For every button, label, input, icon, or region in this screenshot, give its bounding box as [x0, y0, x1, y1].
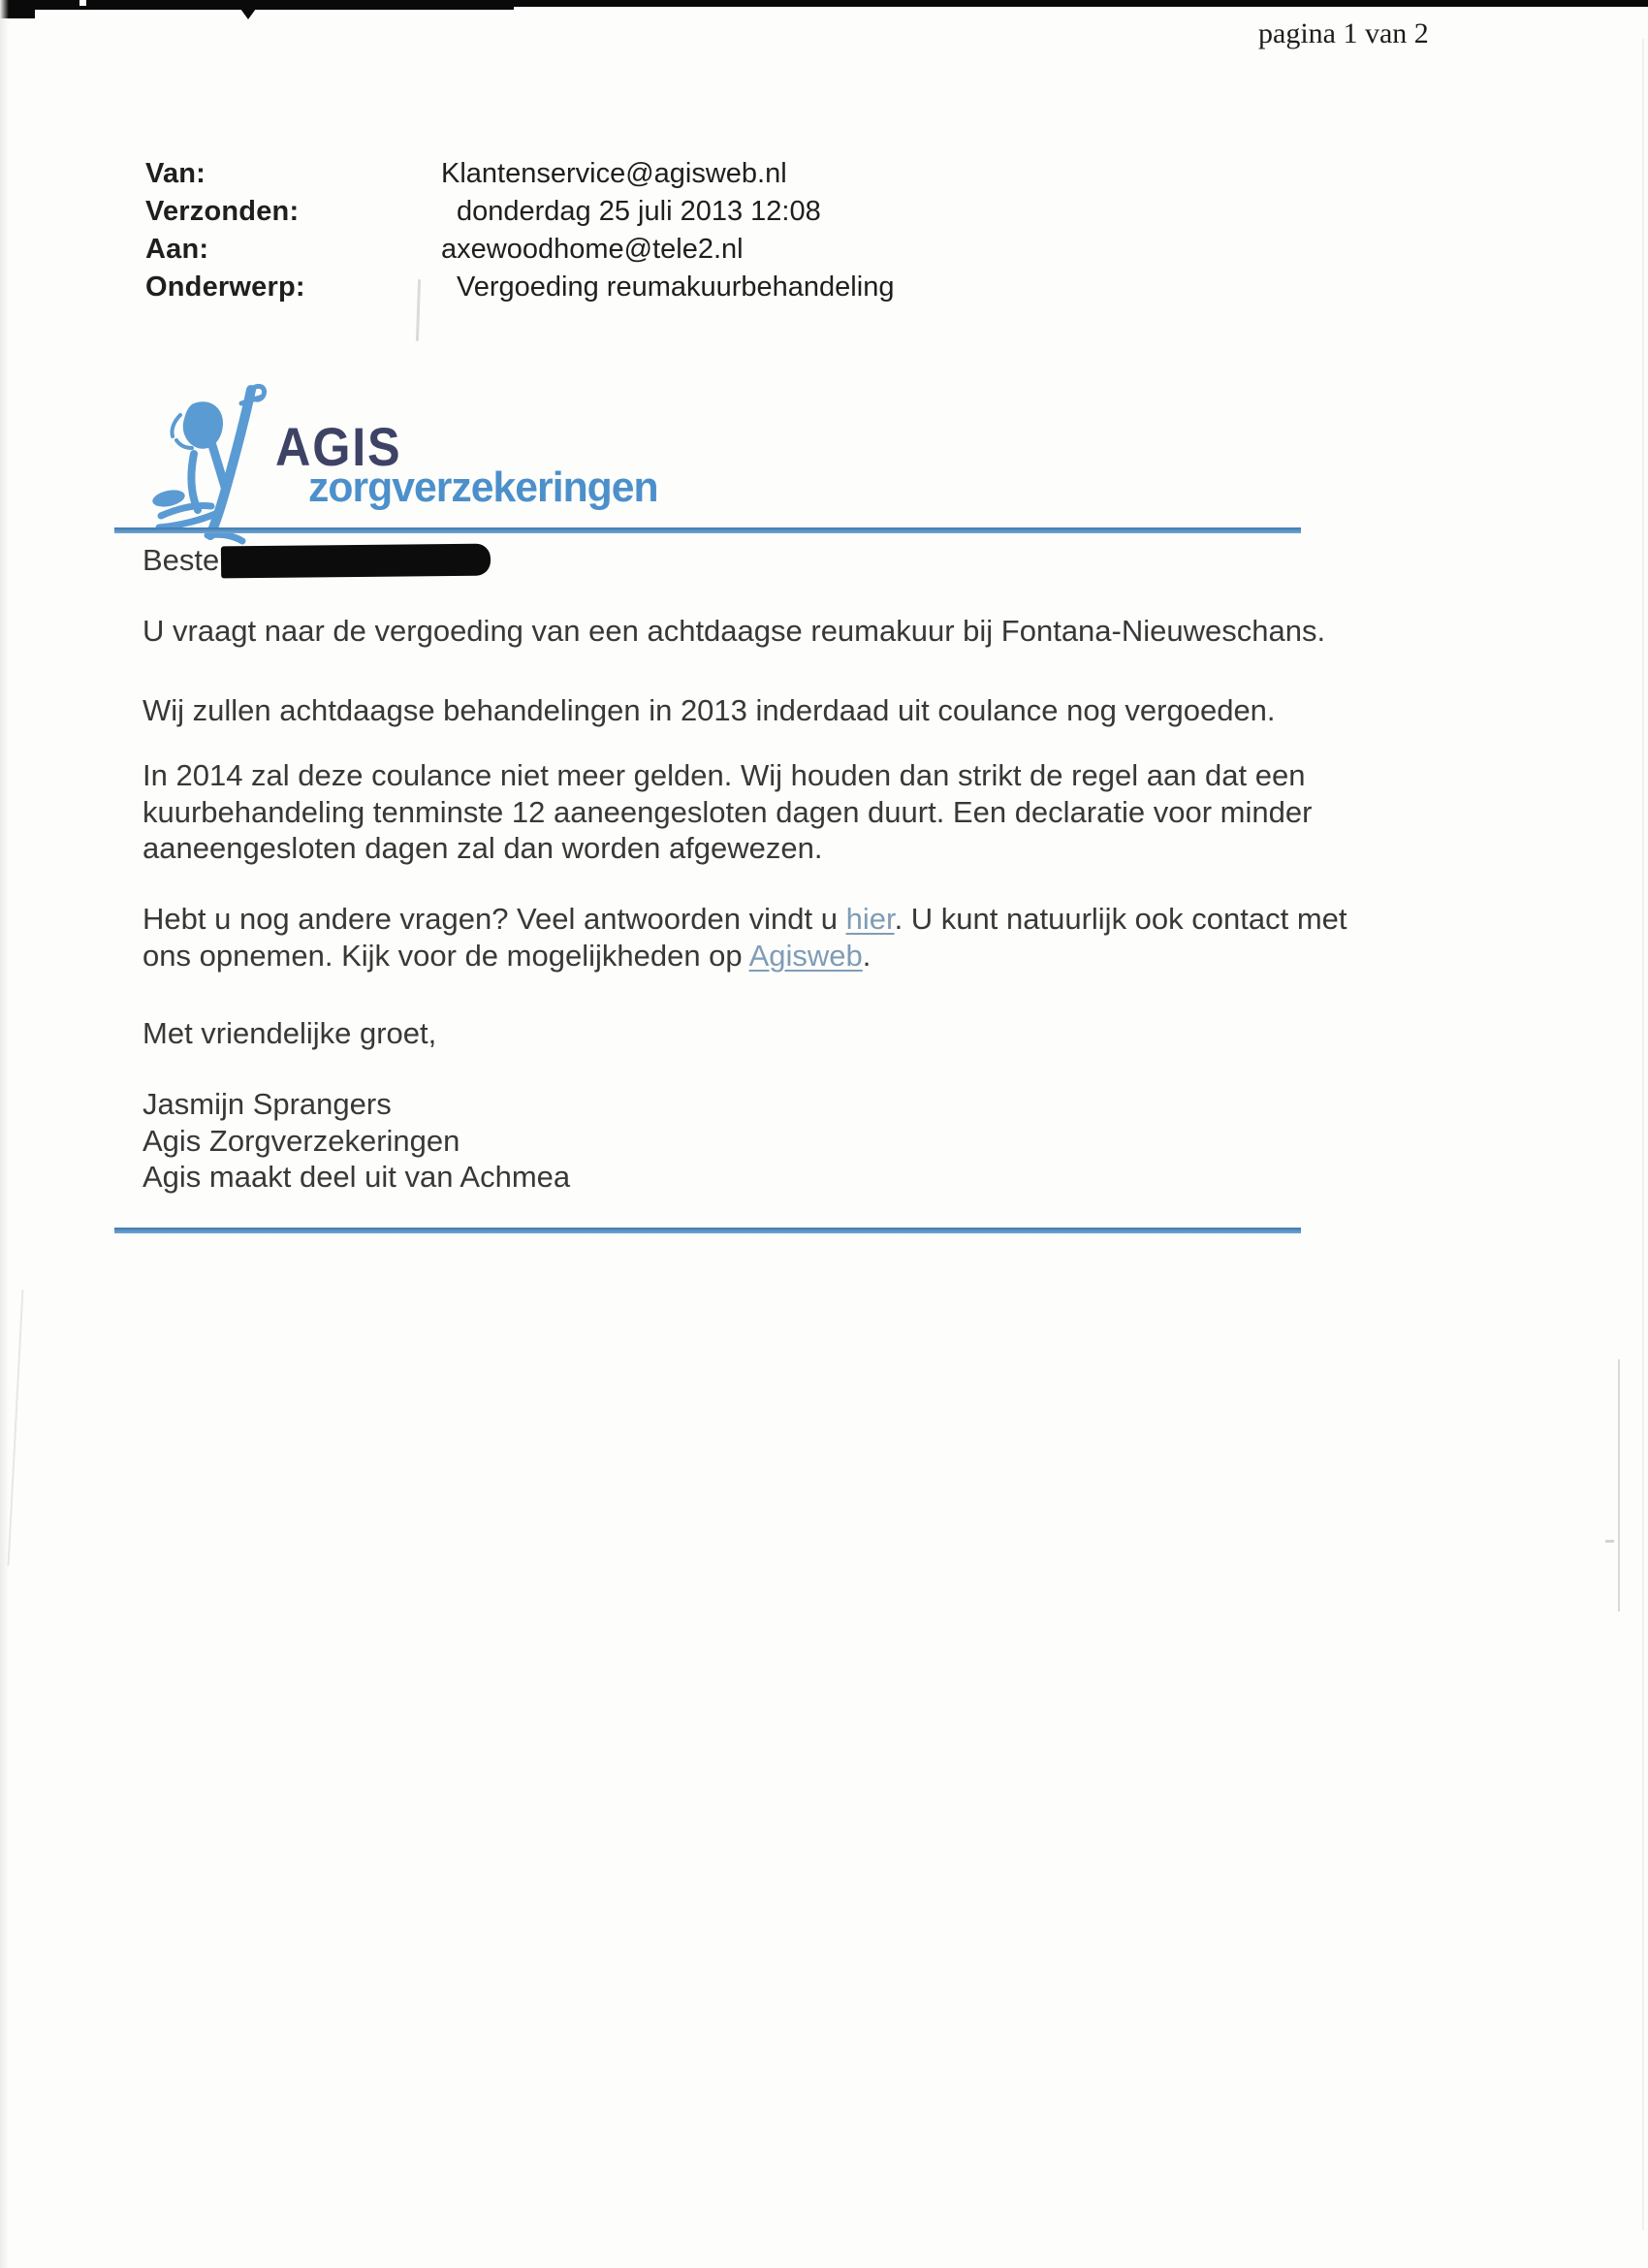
header-row-to	[145, 234, 1212, 272]
paragraph-3-line-3: aaneengesloten dagen zal dan worden afgewezen.	[143, 831, 823, 865]
signature-company: Agis Zorgverzekeringen	[143, 1123, 460, 1158]
sent-label: Verzonden:	[145, 196, 300, 227]
scan-artifact-gap	[79, 0, 86, 6]
paragraph-4-text: . U kunt natuurlijk ook contact met	[894, 902, 1347, 936]
scan-edge-shadow-right	[1642, 39, 1644, 2230]
scan-artifact-thin-edge	[514, 7, 1648, 11]
paragraph-4-text: Hebt u nog andere vragen? Veel antwoorden vindt u	[143, 902, 846, 936]
hier-link[interactable]: hier	[845, 902, 895, 936]
agisweb-link[interactable]: Agisweb	[748, 938, 863, 973]
subject-label: Onderwerp:	[145, 272, 305, 303]
scan-artifact-vertical-line	[1618, 1359, 1620, 1612]
paragraph-2: Wij zullen achtdaagse behandelingen in 2013 inderdaad uit coulance nog vergoeden.	[143, 693, 1276, 727]
divider-top	[114, 527, 1301, 533]
paragraph-4-line-1	[143, 901, 1347, 938]
scan-edge-shadow-left	[0, 0, 9, 2268]
signature-block	[143, 1086, 570, 1196]
header-row-subject	[145, 272, 1212, 309]
from-value: Klantenservice@agisweb.nl	[441, 158, 787, 189]
redacted-name-bar	[221, 543, 491, 578]
scan-artifact-diagonal	[8, 1290, 24, 1566]
header-row-from	[145, 158, 1212, 196]
header-row-sent	[145, 196, 1212, 234]
paragraph-1: U vraagt naar de vergoeding van een achtdaagse reumakuur bij Fontana-Nieuweschans.	[143, 614, 1326, 648]
paragraph-4	[143, 901, 1347, 974]
paragraph-4-text: ons opnemen. Kijk voor de mogelijkheden op	[143, 938, 749, 973]
sent-value: donderdag 25 juli 2013 12:08	[457, 196, 821, 227]
scan-artifact-notch	[240, 9, 256, 19]
logo-tagline-text: zorgverzekeringen	[308, 463, 658, 511]
logo-brand-text: AGIS	[275, 416, 402, 477]
paragraph-4-line-2	[143, 938, 1347, 974]
greeting-text: Beste	[143, 543, 220, 577]
subject-value: Vergoeding reumakuurbehandeling	[457, 272, 895, 303]
closing-line: Met vriendelijke groet,	[143, 1016, 437, 1050]
signature-name: Jasmijn Sprangers	[143, 1087, 392, 1121]
email-header	[145, 158, 1212, 309]
page-number: pagina 1 van 2	[1258, 17, 1429, 49]
divider-bottom	[114, 1228, 1301, 1233]
scan-artifact-dash	[1605, 1540, 1614, 1543]
paragraph-3-line-2: kuurbehandeling tenminste 12 aaneengesloten dagen duurt. Een declaratie voor minder	[143, 794, 1313, 829]
paragraph-3	[143, 757, 1312, 867]
paragraph-3-line-1: In 2014 zal deze coulance niet meer gelden. Wij houden dan strikt de regel aan dat een	[143, 758, 1306, 792]
to-value: axewoodhome@tele2.nl	[441, 234, 744, 265]
from-label: Van:	[145, 158, 206, 189]
signature-tagline: Agis maakt deel uit van Achmea	[143, 1160, 571, 1194]
paragraph-4-text: .	[862, 938, 872, 973]
greeting-line	[143, 543, 491, 578]
to-label: Aan:	[145, 234, 209, 265]
